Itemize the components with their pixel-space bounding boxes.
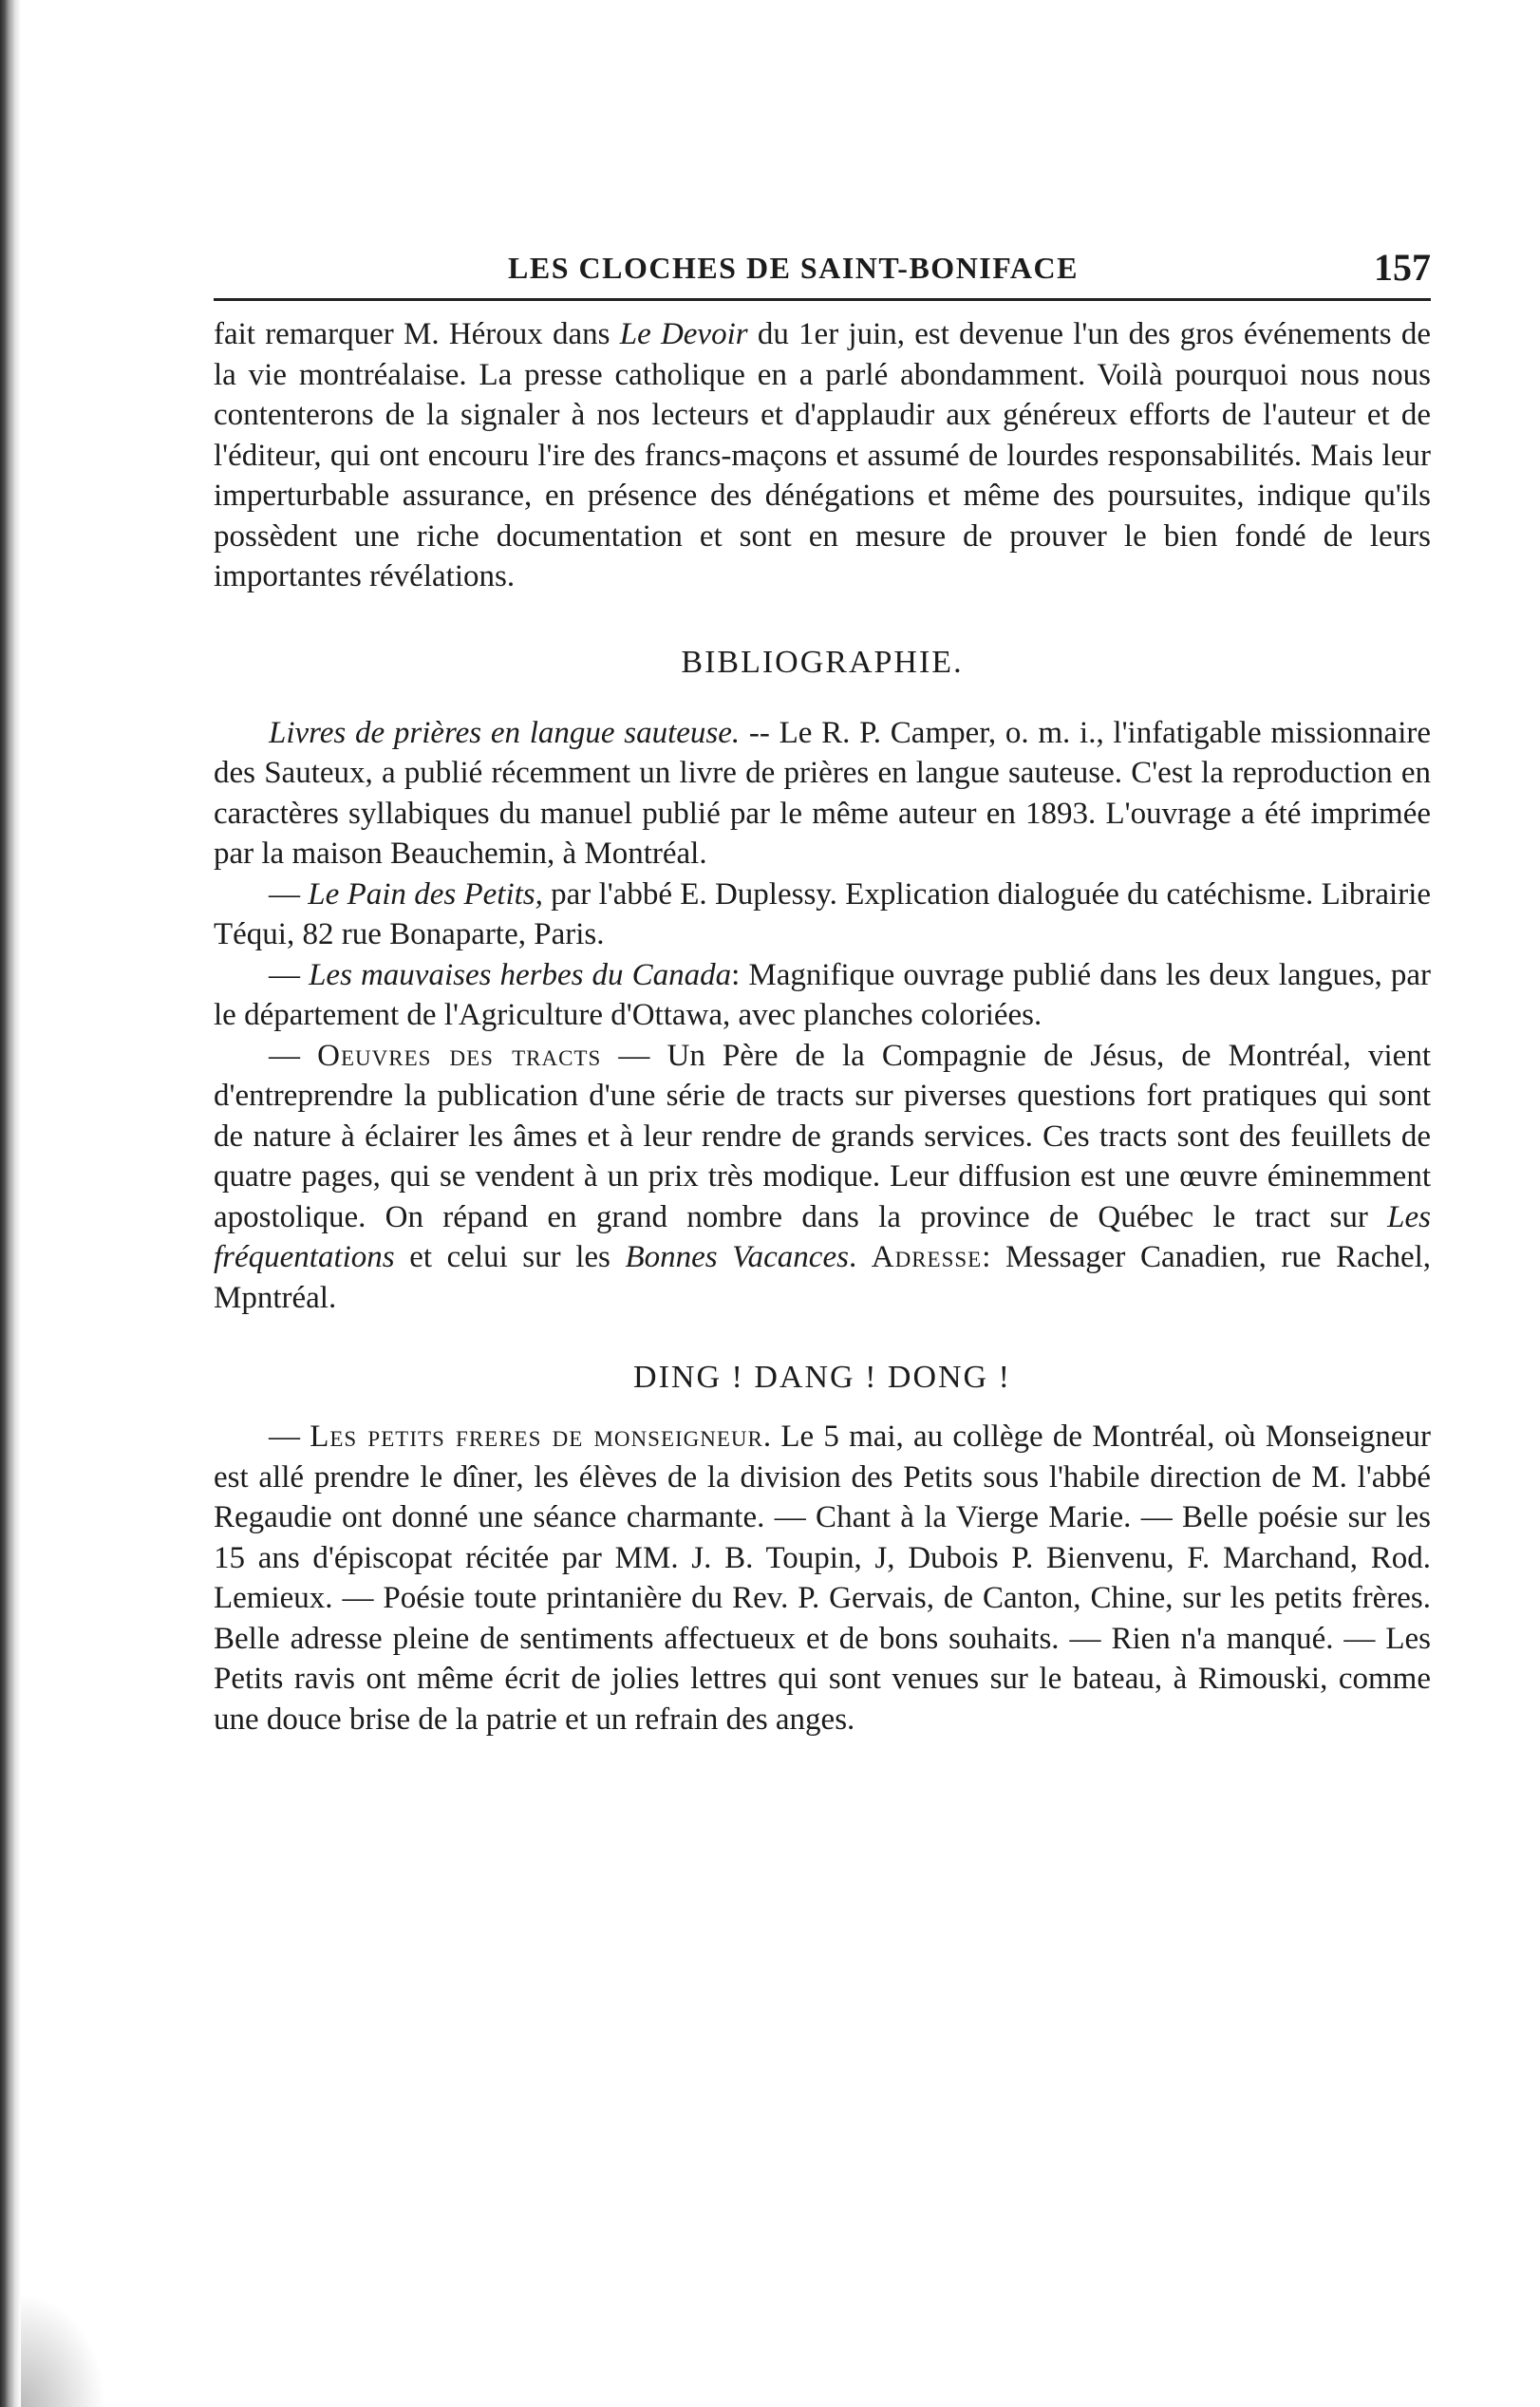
- intro-paragraph: [214, 314, 1431, 597]
- entry-dash: —: [269, 876, 309, 912]
- section-heading-ding-dang-dong: DING ! DANG ! DONG !: [633, 1360, 1011, 1395]
- bibliography-entry: [214, 874, 1431, 955]
- tracts-text-1: — Un Père de la Compagnie de Jésus, de Montréal, vient d'entreprendre la publication d'une série de tracts sur piverses questions fort pratiques qui sont de nature à éclairer les âmes et à leur rendre de grands services. Ces tracts sont des feuillets de quatre pages, qui se vendent à un prix très modique. Leur diffusion est une œuvre éminemment apostolique. On répand en grand nombre dans la province de Québec le tract sur: [214, 1038, 1431, 1234]
- bibliography-entry: [214, 955, 1431, 1036]
- petits-freres-label: Les petits freres de monseigneur: [310, 1420, 763, 1454]
- tracts-entry: [214, 1036, 1431, 1319]
- book-title: Les mauvaises herbes du Canada: [309, 957, 732, 992]
- intro-text-1: fait remarquer M. Héroux dans: [214, 317, 620, 351]
- book-title: Livres de prières en langue sauteuse.: [269, 715, 741, 750]
- tract-title-vacances: Bonnes Vacances: [625, 1240, 849, 1274]
- section-heading-bibliographie: BIBLIOGRAPHIE.: [681, 644, 964, 680]
- bibliography-entry: [214, 713, 1431, 874]
- entry-text: -- Le R. P. Camper, o. m. i., l'infatigable missionnaire des Sauteux, a publié récemment un livre de prières en langue sauteuse. C'est la reproduction en caractères syllabiques du manuel publié par le même auteur en 1893. L'ouvrage a été imprimée par la maison Beauchemin, à Montréal.: [214, 715, 1431, 871]
- tracts-text-2: et celui sur les: [394, 1240, 626, 1274]
- journal-title: Le Devoir: [619, 317, 748, 351]
- book-title: Le Pain des Petits,: [308, 876, 543, 912]
- intro-text-2: du 1er juin, est devenue l'un des gros événements de la vie montréalaise. La presse catholique en a parlé abondamment. Voilà pourquoi nous nous contenterons de la signaler à nos lecteurs et d'applaudir aux généreux efforts de l'auteur et de l'éditeur, qui ont encouru l'ire des francs-maçons et assumé de lourdes responsabilités. Mais leur imperturbable assurance, en présence des dénégations et même des poursuites, indique qu'ils possèdent une riche documentation et sont en mesure de prouver le bien fondé de leurs importantes révélations.: [214, 317, 1432, 593]
- page-header: [214, 245, 1431, 301]
- tract-title-frequentations: Les fréquentations: [214, 1199, 1431, 1274]
- entry-dash: —: [269, 1420, 310, 1454]
- page-corner-smudge: [21, 2293, 106, 2407]
- entry-text: : Magnifique ouvrage publié dans les deux langues, par le département de l'Agriculture d'Ottawa, avec planches coloriées.: [214, 957, 1431, 1032]
- page-number: 157: [1374, 246, 1431, 289]
- body-text: [214, 314, 1431, 1739]
- petits-freres-paragraph: [214, 1417, 1431, 1739]
- running-title: LES CLOCHES DE SAINT-BONIFACE: [508, 251, 1079, 285]
- petits-freres-text: . Le 5 mai, au collège de Montréal, où Monseigneur est allé prendre le dîner, les élèves de la division des Petits sous l'habile direction de M. l'abbé Regaudie ont donné une séance charmante. — Chant à la Vierge Marie. — Belle poésie sur les 15 ans d'épiscopat récitée par MM. J. B. Toupin, J, Dubois P. Bienvenu, F. Marchand, Rod. Lemieux. — Poésie toute printanière du Rev. P. Gervais, de Canton, Chine, sur les petits frères. Belle adresse pleine de sentiments affectueux et de bons souhaits. — Rien n'a manqué. — Les Petits ravis ont même écrit de jolies lettres qui sont venues sur le bateau, à Rimouski, comme une douce brise de la patrie et un refrain des anges.: [214, 1420, 1431, 1737]
- tracts-text-3: .: [848, 1240, 872, 1274]
- tracts-text-4: : Messager Canadien, rue Rachel, Mpntréal.: [214, 1240, 1432, 1315]
- book-spine-shadow: [0, 0, 21, 2407]
- tracts-label: Oeuvres des tracts: [317, 1038, 602, 1073]
- entry-text: par l'abbé E. Duplessy. Explication dialoguée du catéchisme. Librairie Téqui, 82 rue Bonaparte, Paris.: [214, 876, 1432, 951]
- entry-dash: —: [269, 1038, 318, 1073]
- page: [214, 245, 1431, 1739]
- address-label: Adresse: [871, 1240, 983, 1274]
- entry-dash: —: [269, 957, 310, 992]
